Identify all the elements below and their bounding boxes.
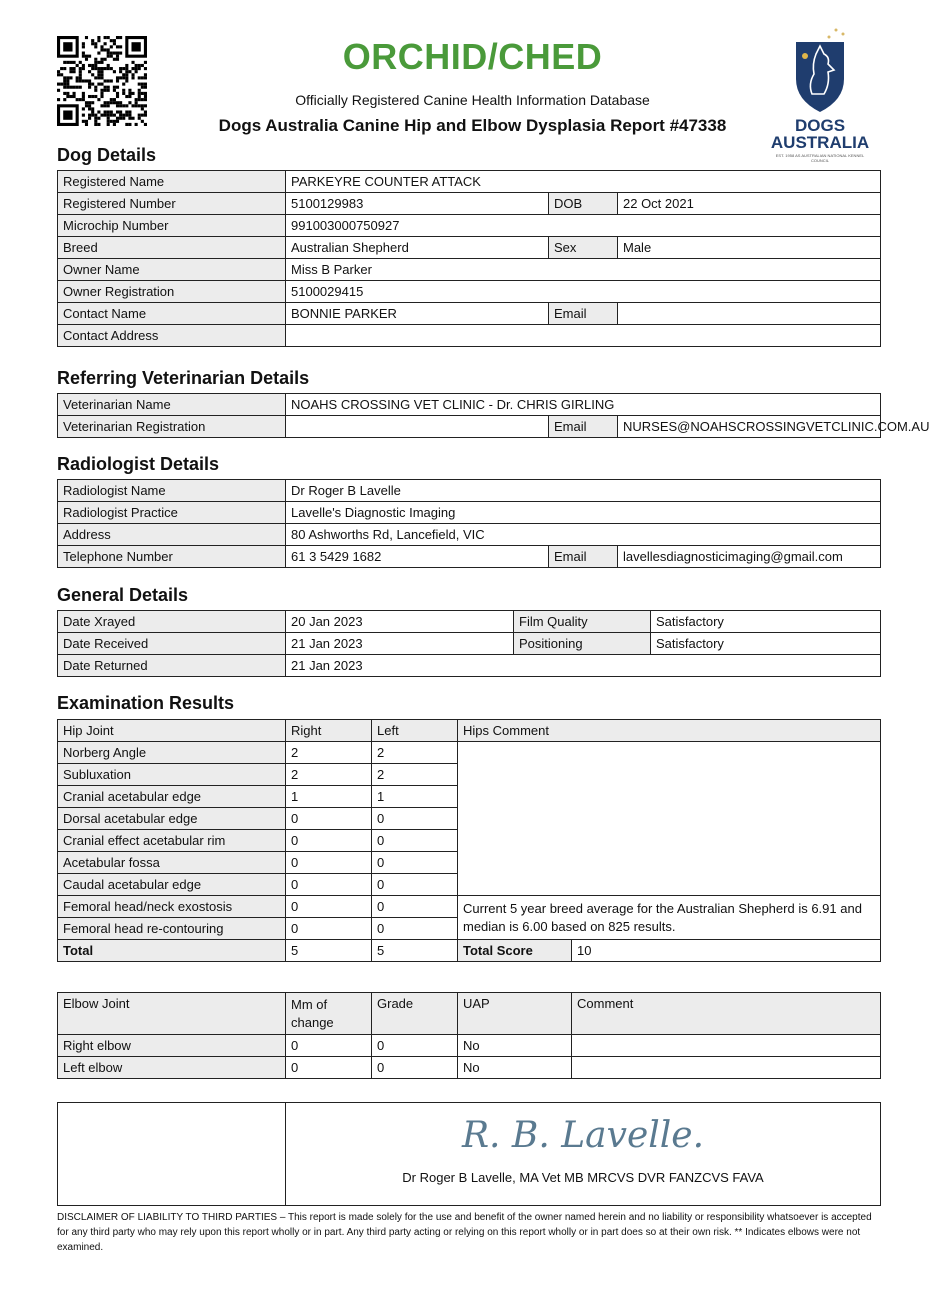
field-label: Contact Name xyxy=(58,303,286,325)
blank-cell xyxy=(58,1103,286,1206)
logo-text: DOGS AUSTRALIA xyxy=(770,116,870,152)
hip-header: Hips Comment xyxy=(458,720,881,742)
logo-small-text: EST. 1958 AS AUSTRALIAN NATIONAL KENNEL COUNCIL xyxy=(775,153,865,163)
general-details-table xyxy=(57,610,881,677)
radiologist-details-heading: Radiologist Details xyxy=(57,454,220,474)
table-row xyxy=(58,502,881,524)
field-value: 21 Jan 2023 xyxy=(286,633,514,655)
table-row xyxy=(58,281,881,303)
hip-score: 0 xyxy=(372,918,458,940)
field-value: Australian Shepherd xyxy=(286,237,549,259)
vet-details-table xyxy=(57,393,930,438)
field-value: NOAHS CROSSING VET CLINIC - Dr. CHRIS GIRLING xyxy=(286,394,881,416)
table-row xyxy=(58,193,881,215)
elbow-header: Mm of change xyxy=(286,993,372,1035)
vet-details-heading: Referring Veterinarian Details xyxy=(57,368,310,388)
field-value: Satisfactory xyxy=(651,611,881,633)
hip-score: 2 xyxy=(372,742,458,764)
table-row xyxy=(58,1057,881,1079)
field-value: Male xyxy=(618,237,881,259)
field-label: Radiologist Name xyxy=(58,480,286,502)
field-label: Registered Name xyxy=(58,171,286,193)
hip-item: Cranial acetabular edge xyxy=(58,786,286,808)
table-row xyxy=(58,633,881,655)
field-label: DOB xyxy=(549,193,618,215)
field-label: Contact Address xyxy=(58,325,286,347)
field-value: lavellesdiagnosticimaging@gmail.com xyxy=(618,546,881,568)
general-details-heading: General Details xyxy=(57,585,189,605)
hip-score: 0 xyxy=(372,808,458,830)
elbow-value xyxy=(572,1035,881,1057)
field-label: Date Received xyxy=(58,633,286,655)
hip-header: Hip Joint xyxy=(58,720,286,742)
hip-score: 0 xyxy=(372,896,458,918)
dog-details-heading: Dog Details xyxy=(57,145,157,165)
field-label: Sex xyxy=(549,237,618,259)
total-right: 5 xyxy=(286,940,372,962)
report-title: Dogs Australia Canine Hip and Elbow Dysplasia Report #47338 xyxy=(218,116,727,135)
hip-item: Femoral head/neck exostosis xyxy=(58,896,286,918)
hip-score: 0 xyxy=(286,874,372,896)
radiologist-details-table xyxy=(57,479,881,568)
hip-item: Cranial effect acetabular rim xyxy=(58,830,286,852)
field-label: Veterinarian Name xyxy=(58,394,286,416)
hip-score: 1 xyxy=(372,786,458,808)
total-left: 5 xyxy=(372,940,458,962)
hip-score: 1 xyxy=(286,786,372,808)
elbow-value: 0 xyxy=(372,1035,458,1057)
field-value: 5100129983 xyxy=(286,193,549,215)
table-row xyxy=(58,171,881,193)
field-value: 5100029415 xyxy=(286,281,881,303)
hip-score: 0 xyxy=(372,830,458,852)
elbow-header: Comment xyxy=(572,993,881,1035)
hip-joint-table xyxy=(57,719,881,962)
elbow-header: Grade xyxy=(372,993,458,1035)
elbow-value: 0 xyxy=(286,1035,372,1057)
hip-score: 0 xyxy=(286,896,372,918)
table-row xyxy=(58,259,881,281)
field-label: Microchip Number xyxy=(58,215,286,237)
hip-score: 2 xyxy=(286,742,372,764)
table-row xyxy=(58,325,881,347)
table-row xyxy=(58,215,881,237)
elbow-item: Left elbow xyxy=(58,1057,286,1079)
hip-score: 0 xyxy=(372,852,458,874)
field-label: Radiologist Practice xyxy=(58,502,286,524)
elbow-value: 0 xyxy=(286,1057,372,1079)
elbow-header: Elbow Joint xyxy=(58,993,286,1035)
table-row xyxy=(58,655,881,677)
page-title: ORCHID/CHED xyxy=(342,36,603,77)
field-label: Veterinarian Registration xyxy=(58,416,286,438)
hip-score: 2 xyxy=(372,764,458,786)
field-label: Film Quality xyxy=(514,611,651,633)
hip-item: Norberg Angle xyxy=(58,742,286,764)
field-label: Registered Number xyxy=(58,193,286,215)
table-row xyxy=(58,303,881,325)
elbow-value xyxy=(572,1057,881,1079)
field-value: Miss B Parker xyxy=(286,259,881,281)
hip-score: 0 xyxy=(286,808,372,830)
shield-dog-icon xyxy=(768,24,872,114)
field-value: 20 Jan 2023 xyxy=(286,611,514,633)
hip-score: 0 xyxy=(286,918,372,940)
field-label: Date Returned xyxy=(58,655,286,677)
hip-score: 0 xyxy=(372,874,458,896)
field-value: 80 Ashworths Rd, Lancefield, VIC xyxy=(286,524,881,546)
dogs-australia-logo xyxy=(768,24,872,163)
hip-score: 0 xyxy=(286,830,372,852)
field-label: Telephone Number xyxy=(58,546,286,568)
examination-results-heading: Examination Results xyxy=(57,693,235,713)
table-row xyxy=(58,524,881,546)
hip-item: Caudal acetabular edge xyxy=(58,874,286,896)
hips-comment: Current 5 year breed average for the Australian Shepherd is 6.91 and median is 6.00 based on 825 results. xyxy=(458,896,881,940)
field-label: Email xyxy=(549,416,618,438)
signature-box xyxy=(57,1102,881,1206)
total-score: 10 xyxy=(572,940,881,962)
total-label: Total xyxy=(58,940,286,962)
dog-details-table xyxy=(57,170,881,347)
hips-comment-blank xyxy=(458,742,881,896)
elbow-value: 0 xyxy=(372,1057,458,1079)
hip-header: Right xyxy=(286,720,372,742)
hip-item: Femoral head re-contouring xyxy=(58,918,286,940)
field-label: Breed xyxy=(58,237,286,259)
table-row xyxy=(58,742,881,764)
field-value: 61 3 5429 1682 xyxy=(286,546,549,568)
field-value xyxy=(286,325,881,347)
hip-score: 0 xyxy=(286,852,372,874)
field-value: 991003000750927 xyxy=(286,215,881,237)
hip-header: Left xyxy=(372,720,458,742)
field-label: Email xyxy=(549,546,618,568)
field-value: NURSES@NOAHSCROSSINGVETCLINIC.COM.AU xyxy=(618,416,881,438)
field-label: Owner Registration xyxy=(58,281,286,303)
hip-item: Acetabular fossa xyxy=(58,852,286,874)
hip-item: Dorsal acetabular edge xyxy=(58,808,286,830)
table-row xyxy=(58,416,881,438)
table-row xyxy=(58,896,881,918)
field-label: Date Xrayed xyxy=(58,611,286,633)
field-value: PARKEYRE COUNTER ATTACK xyxy=(286,171,881,193)
table-row xyxy=(58,1035,881,1057)
elbow-value: No xyxy=(458,1057,572,1079)
table-row xyxy=(58,480,881,502)
subtitle: Officially Registered Canine Health Information Database xyxy=(295,92,650,108)
field-label: Email xyxy=(549,303,618,325)
field-label: Owner Name xyxy=(58,259,286,281)
field-label: Positioning xyxy=(514,633,651,655)
elbow-item: Right elbow xyxy=(58,1035,286,1057)
field-value: Satisfactory xyxy=(651,633,881,655)
field-value: BONNIE PARKER xyxy=(286,303,549,325)
hip-item: Subluxation xyxy=(58,764,286,786)
signatory-name: Dr Roger B Lavelle, MA Vet MB MRCVS DVR FANZCVS FAVA xyxy=(402,1170,764,1185)
elbow-joint-table xyxy=(57,992,881,1079)
table-row xyxy=(58,394,881,416)
elbow-header: UAP xyxy=(458,993,572,1035)
table-row xyxy=(58,546,881,568)
table-row xyxy=(58,237,881,259)
signature-image: R. B. Lavelle. xyxy=(461,1115,705,1156)
disclaimer: DISCLAIMER OF LIABILITY TO THIRD PARTIES – This report is made solely for the use and benefit of the owner named herein and no liability or responsibility whatsoever is accepted for any third party who may rely upon this report wholly or in part. Any third party acting or relying on this report wholly or in part does so at their own risk. ** Indicates elbows were not examined. xyxy=(57,1212,872,1253)
field-label: Address xyxy=(58,524,286,546)
field-value: Dr Roger B Lavelle xyxy=(286,480,881,502)
field-value xyxy=(618,303,881,325)
field-value xyxy=(286,416,549,438)
field-value: Lavelle's Diagnostic Imaging xyxy=(286,502,881,524)
field-value: 22 Oct 2021 xyxy=(618,193,881,215)
table-row xyxy=(58,611,881,633)
signature-cell xyxy=(286,1103,881,1206)
field-value: 21 Jan 2023 xyxy=(286,655,881,677)
elbow-value: No xyxy=(458,1035,572,1057)
total-score-label: Total Score xyxy=(458,940,572,962)
hip-score: 2 xyxy=(286,764,372,786)
